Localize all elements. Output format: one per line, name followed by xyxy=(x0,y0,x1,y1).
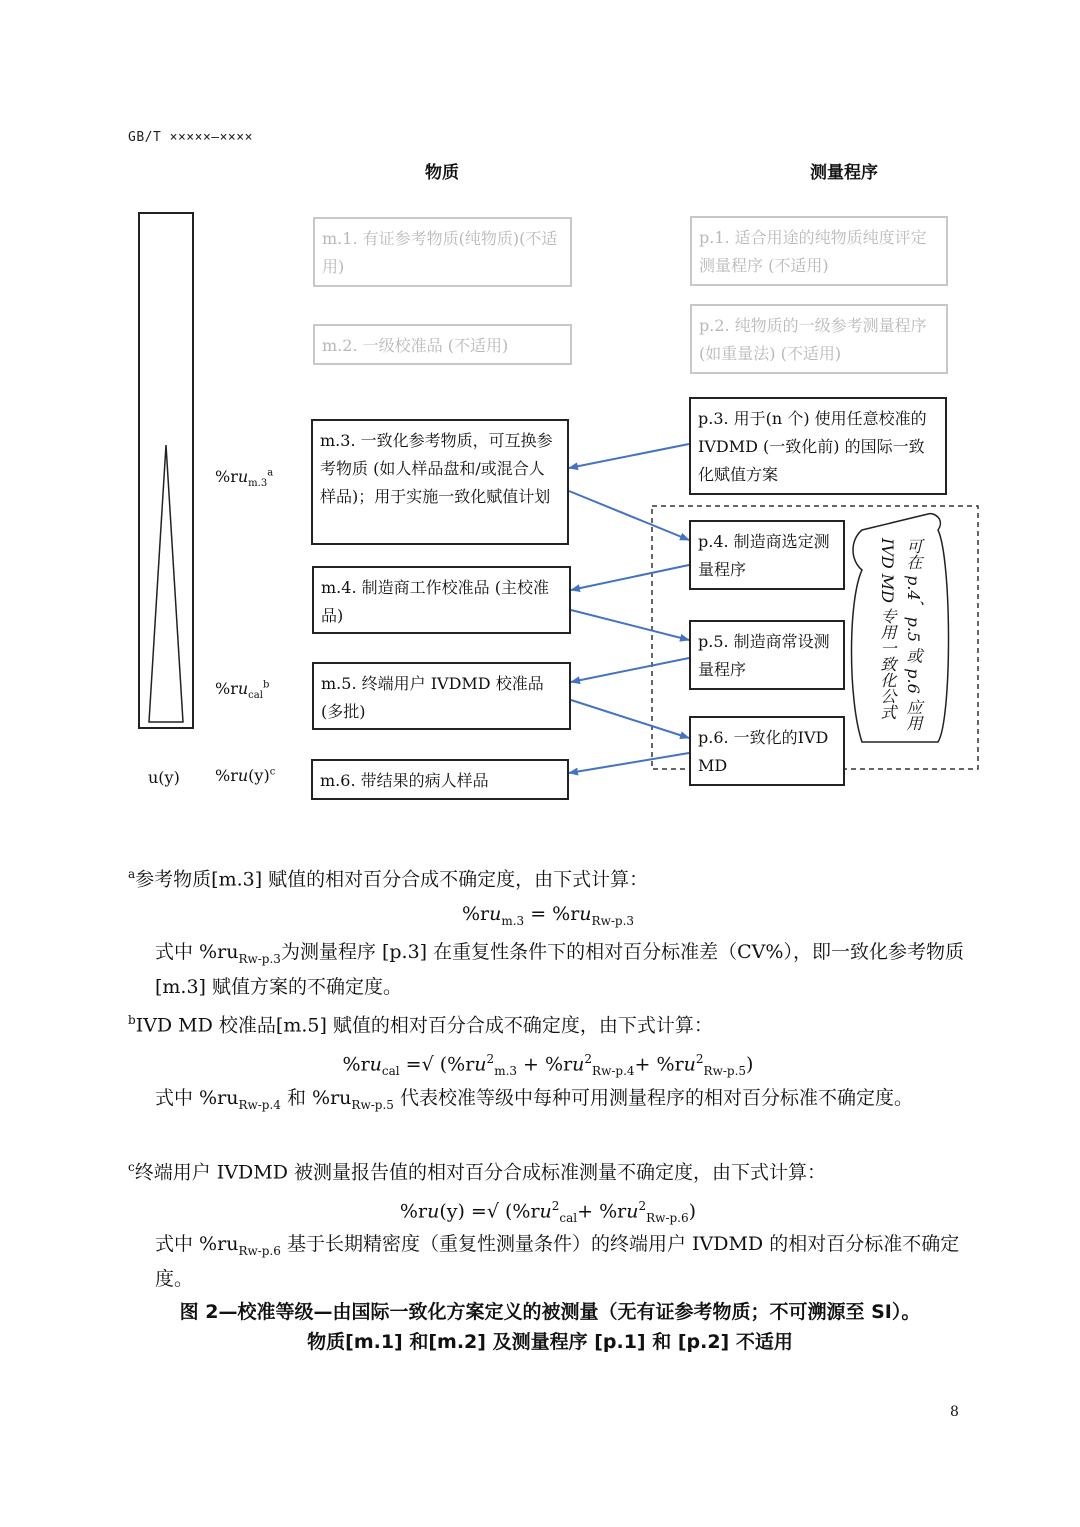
procedure-box-p6: p.6. 一致化的IVD MD xyxy=(689,716,845,786)
formula-a: $\%ru_{m.3} = \%ru_{Rw-p.3}$ xyxy=(461,903,635,928)
material-box-m2: m.2. 一级校准品 (不适用) xyxy=(313,324,572,365)
side-note-text: 可在 p.4、p.5 或 p.6 应用 IVD MD 专用一致化公式 xyxy=(878,538,923,731)
note-b-explanation: 式中 $\%ru_{Rw-p.4}$ 和 $\%ru_{Rw-p.5}$ 代表校准等级中每种可用测量程序的相对百分标准不确定度。 xyxy=(155,1087,913,1112)
procedure-box-p3: p.3. 用于(n 个) 使用任意校准的 IVDMD (一致化前) 的国际一致化赋值方案 xyxy=(689,397,947,495)
uncertainty-bar xyxy=(139,213,193,728)
arrow-m5-to-p6 xyxy=(571,700,689,738)
note-b: $^b$IVD MD 校准品[m.5] 赋值的相对百分合成不确定度，由下式计算： xyxy=(128,1013,713,1037)
formula-c: %ru(y) =√ $(\%ru^2_{cal}+ \%ru^2_{Rw-p.6})$ xyxy=(399,1199,697,1226)
formula-b: $\%ru_{cal}$ =√ $(\%ru^2_{m.3} + \%ru^2_{Rw-p.4}+ \%ru^2_{Rw-p.5})$ xyxy=(342,1052,754,1079)
arrow-p6-to-m6 xyxy=(569,753,689,773)
column-heading-procedure: 测量程序 xyxy=(810,163,878,183)
material-box-m1: m.1. 有证参考物质(纯物质)(不适用) xyxy=(313,217,572,287)
arrow-m4-to-p5 xyxy=(571,610,689,640)
page-number: 8 xyxy=(950,1404,959,1420)
material-box-m3: m.3. 一致化参考物质，可互换参考物质 (如人样品盘和/或混合人样品)；用于实施一致化赋值计划 xyxy=(311,419,569,545)
figure-caption xyxy=(120,1297,980,1357)
arrow-m3-to-p4 xyxy=(569,491,689,540)
arrow-p4-to-m4 xyxy=(571,565,689,590)
procedure-box-p1: p.1. 适合用途的纯物质纯度评定测量程序 (不适用) xyxy=(690,216,948,286)
procedure-box-p4: p.4. 制造商选定测量程序 xyxy=(689,520,845,590)
uncertainty-triangle xyxy=(149,445,183,722)
standard-number: GB/T ×××××—×××× xyxy=(128,130,253,145)
material-box-m6: m.6. 带结果的病人样品 xyxy=(311,759,569,800)
note-c: $^c$终端用户 IVDMD 被测量报告值的相对百分合成标准测量不确定度，由下式计算： xyxy=(128,1160,826,1184)
uncertainty-label-m3: $\%ru_{m.3}^a$ xyxy=(215,467,274,490)
uncertainty-label-cal: $\%ru_{cal}^b$ xyxy=(215,679,270,702)
figure-caption-line2: 物质[m.1] 和[m.2] 及测量程序 [p.1] 和 [p.2] 不适用 xyxy=(307,1331,793,1353)
uncertainty-label-y: $\%ru(y)^c$ xyxy=(215,766,276,785)
figure-caption-line1: 图 2—校准等级—由国际一致化方案定义的被测量（无有证参考物质；不可溯源至 SI）。 xyxy=(179,1301,921,1323)
material-box-m5: m.5. 终端用户 IVDMD 校准品 (多批) xyxy=(312,662,571,730)
note-c-explanation: 式中 $\%ru_{Rw-p.6}$ 基于长期精密度（重复性测量条件）的终端用户 IVDMD 的相对百分标准不确定度。 xyxy=(155,1233,960,1290)
uncertainty-axis-label: u(y) xyxy=(148,768,180,787)
procedure-box-p5: p.5. 制造商常设测量程序 xyxy=(689,620,845,690)
note-a-explanation: 式中 $\%ru_{Rw-p.3}$为测量程序 [p.3] 在重复性条件下的相对百分标准差（CV%），即一致化参考物质 [m.3] 赋值方案的不确定度。 xyxy=(155,941,964,998)
arrow-p3-to-m3 xyxy=(569,444,689,468)
arrow-p5-to-m5 xyxy=(571,658,689,682)
material-box-m4: m.4. 制造商工作校准品 (主校准品) xyxy=(312,566,571,634)
column-heading-material: 物质 xyxy=(425,163,459,183)
note-a: $^a$参考物质[m.3] 赋值的相对百分合成不确定度，由下式计算： xyxy=(128,867,649,891)
procedure-box-p2: p.2. 纯物质的一级参考测量程序(如重量法) (不适用) xyxy=(690,304,948,374)
